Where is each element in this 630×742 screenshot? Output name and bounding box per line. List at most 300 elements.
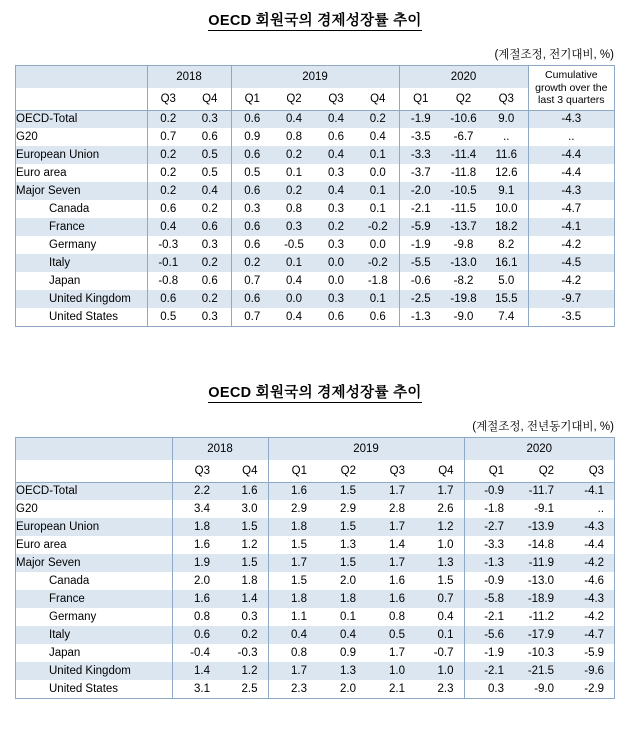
data-cell: -11.2 [514, 608, 564, 626]
data-cell: -4.7 [564, 626, 614, 644]
data-cell: -0.2 [357, 254, 399, 272]
data-cell: 0.1 [273, 164, 315, 182]
data-cell: 0.2 [357, 110, 399, 128]
data-cell: -0.9 [464, 572, 514, 590]
data-cell: 1.6 [220, 482, 268, 500]
cumulative-cell: -4.4 [528, 164, 614, 182]
data-cell: 0.4 [189, 182, 231, 200]
data-cell: 15.5 [485, 290, 528, 308]
row-label: OECD-Total [16, 482, 172, 500]
data-cell: 0.2 [189, 290, 231, 308]
data-cell: 0.9 [231, 128, 273, 146]
data-cell: -5.5 [399, 254, 442, 272]
table-1-corner-cell [16, 66, 147, 88]
data-cell: 1.8 [220, 572, 268, 590]
data-cell: 0.2 [147, 164, 189, 182]
table-row [16, 644, 614, 662]
data-cell: 0.0 [357, 164, 399, 182]
row-label: Italy [16, 626, 172, 644]
data-cell: 1.0 [415, 662, 464, 680]
data-cell: 7.4 [485, 308, 528, 326]
data-cell: 1.4 [172, 662, 220, 680]
table-2-q-2019q1: Q1 [268, 460, 317, 482]
table-2-unit-note: (계절조정, 전년동기대비, %) [472, 421, 614, 433]
growth-table-year-on-year [16, 438, 614, 698]
cumulative-cell: -4.5 [528, 254, 614, 272]
data-cell: 0.1 [273, 254, 315, 272]
data-cell: 0.6 [231, 146, 273, 164]
table-1-q-2020q1: Q1 [399, 88, 442, 110]
data-cell: -21.5 [514, 662, 564, 680]
data-cell: 1.8 [268, 518, 317, 536]
data-cell: -3.3 [464, 536, 514, 554]
data-cell: 2.0 [317, 572, 366, 590]
data-cell: .. [564, 500, 614, 518]
cumulative-header-line-3: last 3 quarters [538, 93, 605, 106]
data-cell: -6.7 [442, 128, 485, 146]
data-cell: -9.6 [564, 662, 614, 680]
cumulative-cell: -3.5 [528, 308, 614, 326]
row-label: Japan [16, 644, 172, 662]
data-cell: -0.1 [147, 254, 189, 272]
data-cell: -0.4 [172, 644, 220, 662]
data-cell: 10.0 [485, 200, 528, 218]
data-cell: 0.2 [147, 182, 189, 200]
data-cell: -0.6 [399, 272, 442, 290]
data-cell: 0.3 [315, 290, 357, 308]
table-2-q-2018q4: Q4 [220, 460, 268, 482]
data-cell: 1.9 [172, 554, 220, 572]
data-cell: 1.7 [366, 554, 415, 572]
data-cell: 1.0 [366, 662, 415, 680]
data-cell: -2.9 [564, 680, 614, 698]
data-cell: -0.2 [357, 218, 399, 236]
data-cell: 0.8 [172, 608, 220, 626]
data-cell: 0.1 [357, 290, 399, 308]
data-cell: 0.2 [189, 254, 231, 272]
table-1-q-2019q1: Q1 [231, 88, 273, 110]
cumulative-header-line-1: Cumulative [545, 69, 598, 82]
data-cell: 2.3 [268, 680, 317, 698]
cumulative-cell: -4.3 [528, 110, 614, 128]
data-cell: 12.6 [485, 164, 528, 182]
data-cell: -0.3 [147, 236, 189, 254]
data-cell: 5.0 [485, 272, 528, 290]
data-cell: -4.6 [564, 572, 614, 590]
data-cell: -9.0 [442, 308, 485, 326]
data-cell: 0.6 [147, 200, 189, 218]
data-cell: 1.6 [172, 536, 220, 554]
table-1-q-2019q2: Q2 [273, 88, 315, 110]
data-cell: 3.1 [172, 680, 220, 698]
table-2-year-2020: 2020 [464, 438, 614, 460]
table-row [16, 536, 614, 554]
row-label: G20 [16, 500, 172, 518]
data-cell: 0.1 [357, 200, 399, 218]
table-row [16, 182, 614, 200]
data-cell: -4.1 [564, 482, 614, 500]
data-cell: 0.4 [273, 308, 315, 326]
table-1-body [16, 110, 614, 326]
data-cell: 0.3 [231, 200, 273, 218]
data-cell: 0.4 [273, 110, 315, 128]
data-cell: -4.3 [564, 590, 614, 608]
data-cell: 1.1 [268, 608, 317, 626]
data-cell: 0.3 [315, 164, 357, 182]
table-1-q-2020q3: Q3 [485, 88, 528, 110]
data-cell: 2.3 [415, 680, 464, 698]
data-cell: -11.7 [514, 482, 564, 500]
table-row [16, 482, 614, 500]
table-2-year-2018: 2018 [172, 438, 268, 460]
data-cell: 0.6 [189, 272, 231, 290]
data-cell: 0.4 [273, 272, 315, 290]
data-cell: 1.7 [268, 554, 317, 572]
data-cell: 8.2 [485, 236, 528, 254]
data-cell: -11.9 [514, 554, 564, 572]
data-cell: 0.3 [315, 236, 357, 254]
data-cell: -8.2 [442, 272, 485, 290]
data-cell: 1.8 [268, 590, 317, 608]
data-cell: 3.0 [220, 500, 268, 518]
data-cell: .. [485, 128, 528, 146]
data-cell: -5.9 [564, 644, 614, 662]
data-cell: -1.9 [399, 110, 442, 128]
row-label: Euro area [16, 536, 172, 554]
data-cell: 0.4 [357, 128, 399, 146]
data-cell: 0.3 [189, 308, 231, 326]
table-1-quarter-header-row [16, 88, 614, 110]
data-cell: 1.5 [415, 572, 464, 590]
data-cell: 0.6 [172, 626, 220, 644]
data-cell: 18.2 [485, 218, 528, 236]
table-2-q-2020q2: Q2 [514, 460, 564, 482]
data-cell: -2.5 [399, 290, 442, 308]
data-cell: -1.3 [464, 554, 514, 572]
cumulative-cell: -9.7 [528, 290, 614, 308]
data-cell: -18.9 [514, 590, 564, 608]
row-label: Germany [16, 236, 147, 254]
table-row [16, 680, 614, 698]
data-cell: 1.8 [172, 518, 220, 536]
data-cell: 0.9 [317, 644, 366, 662]
data-cell: 0.0 [315, 254, 357, 272]
data-cell: 0.5 [189, 146, 231, 164]
data-cell: 0.4 [268, 626, 317, 644]
data-cell: -11.8 [442, 164, 485, 182]
cumulative-cell: -4.7 [528, 200, 614, 218]
table-row [16, 608, 614, 626]
data-cell: 0.4 [315, 146, 357, 164]
data-cell: 0.2 [147, 146, 189, 164]
row-label: United Kingdom [16, 662, 172, 680]
table-1-container [15, 65, 615, 327]
table-row [16, 128, 614, 146]
data-cell: 0.2 [315, 218, 357, 236]
data-cell: 0.0 [315, 272, 357, 290]
table-row [16, 554, 614, 572]
data-cell: 1.7 [366, 482, 415, 500]
data-cell: 0.5 [366, 626, 415, 644]
data-cell: 9.1 [485, 182, 528, 200]
data-cell: -9.8 [442, 236, 485, 254]
data-cell: 1.3 [415, 554, 464, 572]
table-2-year-2019: 2019 [268, 438, 464, 460]
data-cell: -0.9 [464, 482, 514, 500]
table-2-corner-cell [16, 438, 172, 460]
data-cell: 0.3 [189, 236, 231, 254]
data-cell: 0.4 [147, 218, 189, 236]
table-1-unit-note: (계절조정, 전기대비, %) [494, 49, 614, 61]
data-cell: 2.6 [415, 500, 464, 518]
data-cell: 0.6 [147, 290, 189, 308]
data-cell: 0.2 [147, 110, 189, 128]
data-cell: 0.0 [273, 290, 315, 308]
growth-table-quarter-on-quarter [16, 66, 614, 326]
data-cell: 1.7 [415, 482, 464, 500]
cumulative-cell: -4.2 [528, 236, 614, 254]
data-cell: 0.7 [231, 272, 273, 290]
table-2-body [16, 482, 614, 698]
data-cell: 0.1 [357, 146, 399, 164]
row-label: Major Seven [16, 554, 172, 572]
row-label: France [16, 218, 147, 236]
table-1-quarter-corner-cell [16, 88, 147, 110]
table-1-q-2020q2: Q2 [442, 88, 485, 110]
table-2-head [16, 438, 614, 482]
table-2-q-2019q2: Q2 [317, 460, 366, 482]
cumulative-cell: -4.4 [528, 146, 614, 164]
data-cell: 1.6 [366, 590, 415, 608]
data-cell: 0.2 [189, 200, 231, 218]
data-cell: -1.8 [464, 500, 514, 518]
data-cell: 1.5 [268, 572, 317, 590]
data-cell: 0.6 [231, 110, 273, 128]
table-row [16, 290, 614, 308]
row-label: European Union [16, 518, 172, 536]
data-cell: 0.2 [220, 626, 268, 644]
table-row [16, 518, 614, 536]
data-cell: 1.4 [366, 536, 415, 554]
data-cell: 1.5 [220, 518, 268, 536]
data-cell: -2.0 [399, 182, 442, 200]
data-cell: -5.8 [464, 590, 514, 608]
section-quarter-on-quarter [0, 0, 630, 327]
data-cell: 1.8 [317, 590, 366, 608]
data-cell: 1.2 [415, 518, 464, 536]
table-1-q-2018q3: Q3 [147, 88, 189, 110]
data-cell: 2.2 [172, 482, 220, 500]
data-cell: 0.3 [464, 680, 514, 698]
row-label: G20 [16, 128, 147, 146]
data-cell: 0.6 [231, 218, 273, 236]
table-row [16, 272, 614, 290]
data-cell: 0.2 [273, 182, 315, 200]
data-cell: 2.9 [268, 500, 317, 518]
data-cell: 1.6 [268, 482, 317, 500]
data-cell: 0.4 [315, 110, 357, 128]
cumulative-header-line-2: growth over the [535, 81, 608, 94]
data-cell: -13.0 [514, 572, 564, 590]
data-cell: -0.8 [147, 272, 189, 290]
data-cell: 0.8 [273, 128, 315, 146]
data-cell: -2.7 [464, 518, 514, 536]
data-cell: 0.3 [220, 608, 268, 626]
data-cell: -2.1 [464, 662, 514, 680]
table-1-year-2018: 2018 [147, 66, 231, 88]
data-cell: 1.5 [317, 554, 366, 572]
data-cell: -1.9 [399, 236, 442, 254]
data-cell: -1.3 [399, 308, 442, 326]
data-cell: -2.1 [399, 200, 442, 218]
data-cell: 2.0 [172, 572, 220, 590]
table-1-year-header-row [16, 66, 614, 88]
data-cell: 0.6 [315, 308, 357, 326]
data-cell: -9.0 [514, 680, 564, 698]
data-cell: -5.6 [464, 626, 514, 644]
data-cell: -1.9 [464, 644, 514, 662]
data-cell: 0.6 [189, 218, 231, 236]
table-2-quarter-header-row [16, 460, 614, 482]
data-cell: -17.9 [514, 626, 564, 644]
table-row [16, 200, 614, 218]
data-cell: 0.8 [268, 644, 317, 662]
table-row [16, 308, 614, 326]
data-cell: 1.6 [172, 590, 220, 608]
table-1-cumulative-header [528, 66, 614, 110]
data-cell: -10.6 [442, 110, 485, 128]
row-label: Japan [16, 272, 147, 290]
data-cell: -5.9 [399, 218, 442, 236]
data-cell: 9.0 [485, 110, 528, 128]
data-cell: 0.8 [273, 200, 315, 218]
data-cell: 0.6 [231, 290, 273, 308]
table-2-title [0, 372, 630, 402]
table-2-q-2019q4: Q4 [415, 460, 464, 482]
table-2-year-header-row [16, 438, 614, 460]
table-1-q-2019q4: Q4 [357, 88, 399, 110]
row-label: Italy [16, 254, 147, 272]
data-cell: 0.3 [273, 218, 315, 236]
table-1-q-2019q3: Q3 [315, 88, 357, 110]
data-cell: 2.0 [317, 680, 366, 698]
row-label: Germany [16, 608, 172, 626]
data-cell: 0.6 [315, 128, 357, 146]
table-2-q-2020q1: Q1 [464, 460, 514, 482]
data-cell: 0.1 [317, 608, 366, 626]
section-year-on-year [0, 372, 630, 699]
data-cell: 1.5 [317, 518, 366, 536]
table-1-title [0, 0, 630, 30]
table-row [16, 164, 614, 182]
data-cell: -14.8 [514, 536, 564, 554]
cumulative-cell: -4.1 [528, 218, 614, 236]
data-cell: -11.5 [442, 200, 485, 218]
data-cell: -4.2 [564, 608, 614, 626]
data-cell: -13.0 [442, 254, 485, 272]
table-row [16, 626, 614, 644]
row-label: United States [16, 308, 147, 326]
data-cell: -13.7 [442, 218, 485, 236]
table-row [16, 110, 614, 128]
table-1-title-text: OECD 회원국의 경제성장률 추이 [208, 13, 422, 29]
data-cell: 0.7 [415, 590, 464, 608]
data-cell: 0.8 [366, 608, 415, 626]
data-cell: 1.5 [220, 554, 268, 572]
row-label: Canada [16, 572, 172, 590]
data-cell: -9.1 [514, 500, 564, 518]
table-2-title-text: OECD 회원국의 경제성장률 추이 [208, 385, 422, 401]
table-row [16, 572, 614, 590]
row-label: Major Seven [16, 182, 147, 200]
data-cell: -1.8 [357, 272, 399, 290]
table-1-head [16, 66, 614, 110]
data-cell: -10.3 [514, 644, 564, 662]
data-cell: 1.2 [220, 662, 268, 680]
data-cell: 1.2 [220, 536, 268, 554]
cumulative-cell: -4.2 [528, 272, 614, 290]
data-cell: 0.2 [231, 254, 273, 272]
row-label: France [16, 590, 172, 608]
data-cell: 2.1 [366, 680, 415, 698]
data-cell: -11.4 [442, 146, 485, 164]
data-cell: -4.3 [564, 518, 614, 536]
row-label: Euro area [16, 164, 147, 182]
table-row [16, 146, 614, 164]
cumulative-cell: -4.3 [528, 182, 614, 200]
data-cell: -10.5 [442, 182, 485, 200]
table-row [16, 236, 614, 254]
data-cell: -3.7 [399, 164, 442, 182]
data-cell: 2.9 [317, 500, 366, 518]
data-cell: 0.2 [273, 146, 315, 164]
data-cell: -2.1 [464, 608, 514, 626]
row-label: Canada [16, 200, 147, 218]
data-cell: -0.7 [415, 644, 464, 662]
data-cell: 1.7 [268, 662, 317, 680]
data-cell: -4.4 [564, 536, 614, 554]
table-2-q-2020q3: Q3 [564, 460, 614, 482]
data-cell: 0.3 [189, 110, 231, 128]
data-cell: 0.5 [189, 164, 231, 182]
data-cell: -3.3 [399, 146, 442, 164]
data-cell: 0.4 [415, 608, 464, 626]
table-1-year-2019: 2019 [231, 66, 399, 88]
data-cell: 1.7 [366, 518, 415, 536]
data-cell: 0.1 [357, 182, 399, 200]
data-cell: 0.7 [147, 128, 189, 146]
data-cell: 0.6 [357, 308, 399, 326]
data-cell: 16.1 [485, 254, 528, 272]
data-cell: 1.6 [366, 572, 415, 590]
data-cell: -13.9 [514, 518, 564, 536]
row-label: OECD-Total [16, 110, 147, 128]
data-cell: 0.6 [189, 128, 231, 146]
data-cell: 0.4 [317, 626, 366, 644]
data-cell: 1.3 [317, 536, 366, 554]
data-cell: -0.5 [273, 236, 315, 254]
table-row [16, 218, 614, 236]
data-cell: 1.5 [317, 482, 366, 500]
table-1-q-2018q4: Q4 [189, 88, 231, 110]
data-cell: -19.8 [442, 290, 485, 308]
data-cell: 0.7 [231, 308, 273, 326]
data-cell: -3.5 [399, 128, 442, 146]
data-cell: 1.4 [220, 590, 268, 608]
data-cell: 11.6 [485, 146, 528, 164]
data-cell: 2.5 [220, 680, 268, 698]
data-cell: 3.4 [172, 500, 220, 518]
